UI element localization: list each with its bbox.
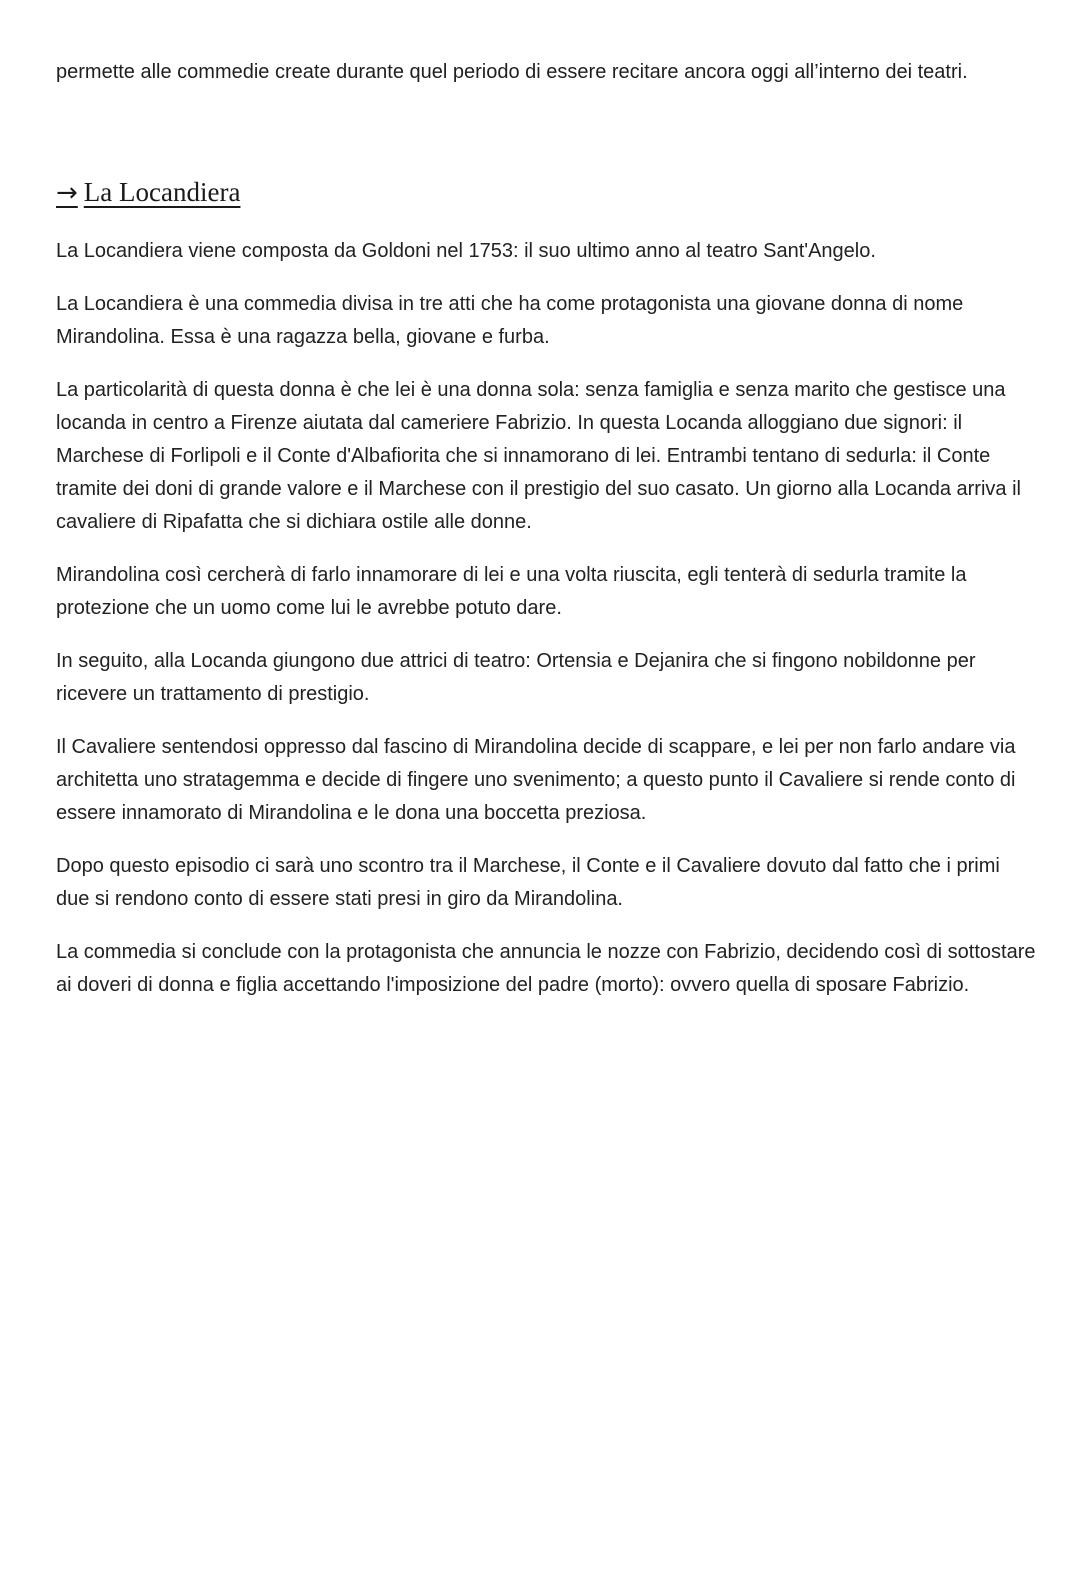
paragraph-composition: La Locandiera viene composta da Goldoni nel 1753: il suo ultimo anno al teatro Sant'Angelo. xyxy=(56,240,876,262)
section-heading xyxy=(56,172,240,213)
paragraph-fainting: Il Cavaliere sentendosi oppresso dal fascino di Mirandolina decide di scappare, e lei per non farlo andare via architetta uno stratagemma e decide di fingere uno svenimento; a questo punto il Cavaliere si rende conto di essere innamorato di Mirandolina e le dona una boccetta preziosa. xyxy=(56,736,1016,824)
paragraph-protagonist: La Locandiera è una commedia divisa in tre atti che ha come protagonista una giovane donna di nome Mirandolina. Essa è una ragazza bella, giovane e furba. xyxy=(56,293,964,348)
intro-paragraph: permette alle commedie create durante quel periodo di essere recitare ancora oggi all’interno dei teatri. xyxy=(56,61,968,83)
document-page xyxy=(56,56,1036,1002)
paragraph-seduction: Mirandolina così cercherà di farlo innamorare di lei e una volta riuscita, egli tenterà di sedurla tramite la protezione che un uomo come lui le avrebbe potuto dare. xyxy=(56,564,967,619)
paragraph-conflict: Dopo questo episodio ci sarà uno scontro tra il Marchese, il Conte e il Cavaliere dovuto dal fatto che i primi due si rendono conto di essere stati presi in giro da Mirandolina. xyxy=(56,855,1000,910)
section-title: La Locandiera xyxy=(83,177,241,207)
paragraph-conclusion: La commedia si conclude con la protagonista che annuncia le nozze con Fabrizio, decidendo così di sottostare ai doveri di donna e figlia accettando l'imposizione del padre (morto): ovvero quella di sposare Fabrizio. xyxy=(56,941,1036,996)
paragraph-plot-setup: La particolarità di questa donna è che lei è una donna sola: senza famiglia e senza marito che gestisce una locanda in centro a Firenze aiutata dal cameriere Fabrizio. In questa Locanda alloggiano due signori: il Marchese di Forlipoli e il Conte d'Albafiorita che si innamorano di lei. Entrambi tentano di sedurla: il Conte tramite dei doni di grande valore e il Marchese con il prestigio del suo casato. Un giorno alla Locanda arriva il cavaliere di Ripafatta che si dichiara ostile alle donne. xyxy=(56,379,1021,533)
paragraph-actresses: In seguito, alla Locanda giungono due attrici di teatro: Ortensia e Dejanira che si fingono nobildonne per ricevere un trattamento di prestigio. xyxy=(56,650,976,705)
arrow-right-icon: → xyxy=(56,178,78,208)
